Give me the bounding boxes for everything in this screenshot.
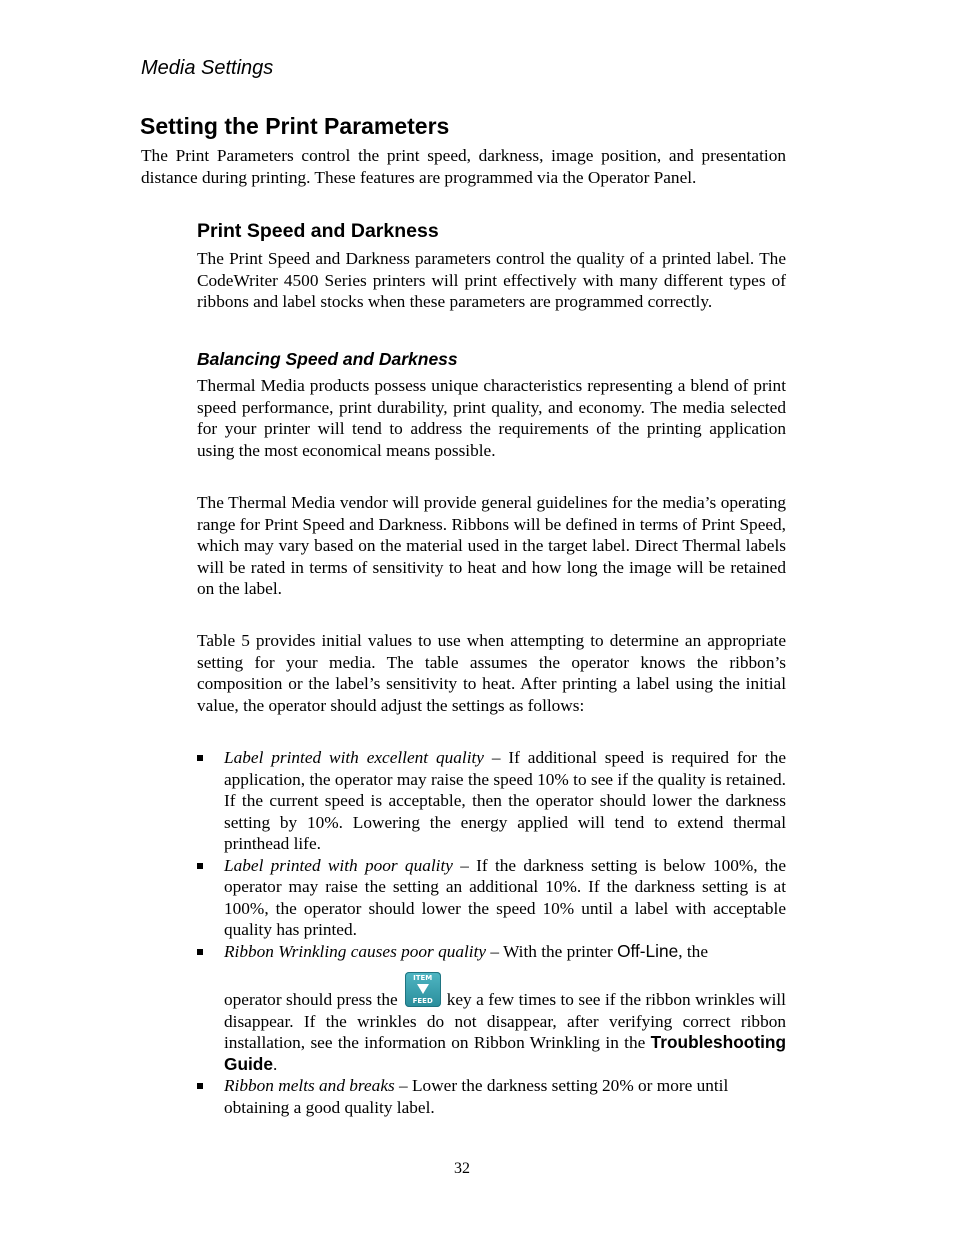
bullet-text: operator should press the [224, 990, 398, 1009]
bullet-term: Label printed with poor quality [224, 855, 453, 875]
subsection-paragraph: The Print Speed and Darkness parameters control the quality of a printed label. The CodeWriter 4500 Series printers will print effectively with many different types of ribbons and label stocks when these parameters are programmed correctly. [197, 249, 786, 311]
page-number: 32 [454, 1160, 470, 1177]
troubleshooting-guide-reference: Troubleshooting Guide [224, 1032, 786, 1074]
offline-mode-label: Off-Line [617, 940, 679, 961]
bullet-term: Ribbon Wrinkling causes poor quality [224, 941, 487, 961]
bullet-text: – If additional speed is required for the application, the operator may raise the speed 10% to see if the quality is retained. If the current speed is acceptable, then the operator should lower the darkness setting by 10%. Lowering the energy applied will tend to extend thermal printhead life. [224, 748, 787, 853]
key-bottom-label: FEED [412, 997, 433, 1005]
bullet-text: , the [678, 941, 708, 961]
adjustment-list [197, 747, 786, 1118]
bullet-text: – Lower the darkness setting 20% or more until obtaining a good quality label. [224, 1076, 729, 1117]
body-paragraph-2: The Thermal Media vendor will provide general guidelines for the media’s operating range for Print Speed and Darkness. Ribbons will be defined in terms of Print Speed, which may vary based on the material used in the target label. Direct Thermal labels will be rated in terms of sensitivity to heat and how long the image will be retained on the label. [197, 493, 786, 598]
subsection-title: Print Speed and Darkness [197, 220, 439, 242]
bullet-marker [197, 1083, 203, 1089]
list-item [197, 747, 786, 855]
bullet-marker [197, 949, 203, 955]
intro-paragraph: The Print Parameters control the print speed, darkness, image position, and presentation distance during printing. These features are programmed via the Operator Panel. [141, 146, 786, 187]
list-item [197, 1075, 786, 1118]
bullet-term: Ribbon melts and breaks [224, 1076, 395, 1095]
bullet-term: Label printed with excellent quality [224, 748, 484, 767]
bullet-text: – With the printer [486, 941, 618, 961]
section-title: Setting the Print Parameters [140, 113, 450, 139]
list-item [197, 855, 786, 941]
bullet-text: key a few times to see if the ribbon wrinkles will disappear. If the wrinkles do not disappear, after verifying correct ribbon installation, see the information on Ribbon Wrinkling in the [224, 990, 786, 1052]
bullet-text: . [272, 1054, 278, 1074]
down-arrow-icon [417, 984, 429, 994]
running-header: Media Settings [141, 57, 274, 79]
bullet-text: – If the darkness setting is below 100%, the operator may raise the setting an additional 10%. If the darkness setting is at 100%, the operator should lower the speed 10% until a label with acceptable quality has printed. [224, 855, 786, 939]
subsubsection-title: Balancing Speed and Darkness [197, 349, 458, 369]
item-feed-key-icon [405, 972, 441, 1007]
key-instruction [224, 972, 786, 1075]
body-paragraph-3: Table 5 provides initial values to use when attempting to determine an appropriate setting for your media. The table assumes the operator knows the ribbon’s composition or the label’s sensitivity to heat. After printing a label using the initial value, the operator should adjust the settings as follows: [197, 631, 786, 715]
key-top-label: ITEM [413, 974, 433, 982]
bullet-marker [197, 863, 203, 869]
bullet-marker [197, 755, 203, 761]
list-item [197, 941, 786, 1076]
body-paragraph-1: Thermal Media products possess unique characteristics representing a blend of print speed performance, print durability, print quality, and economy. The media selected for your printer will tend to address the requirements of the printing application using the most economical means possible. [197, 376, 786, 460]
